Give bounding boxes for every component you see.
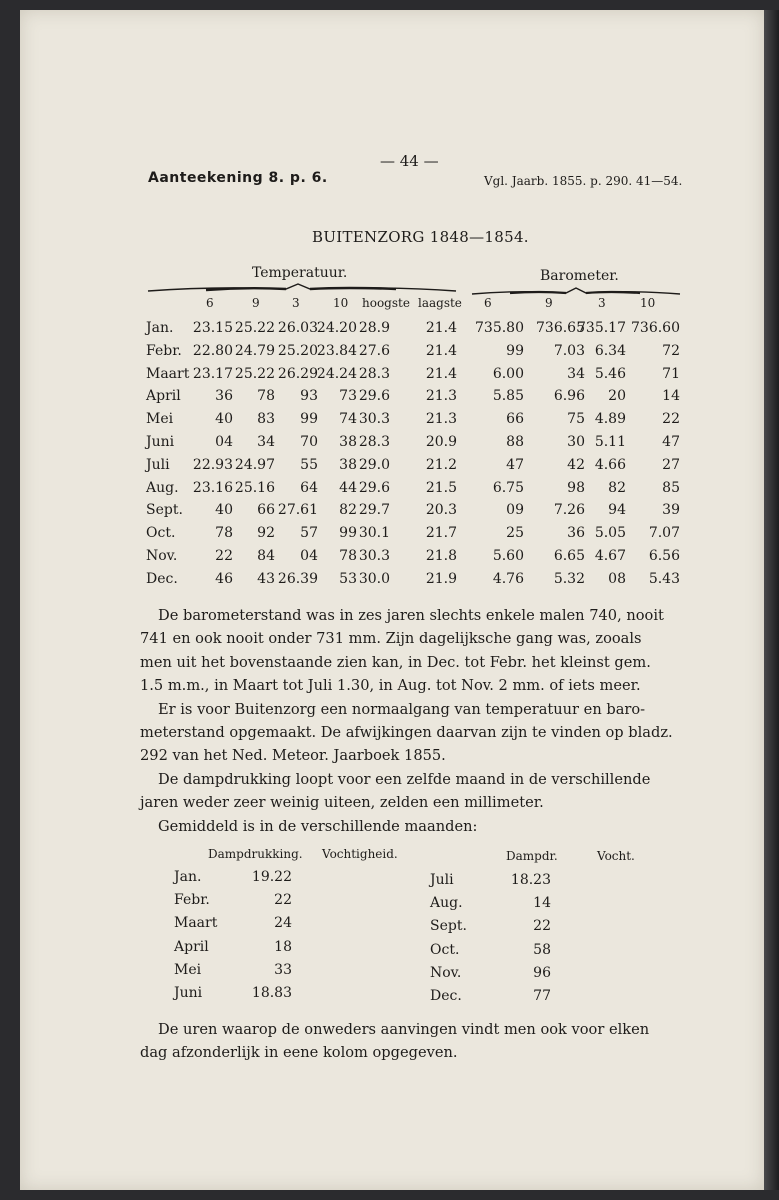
table-cell: 4.76	[492, 570, 524, 587]
value-cell: 18.23	[510, 872, 551, 888]
table-cell: 82	[608, 479, 626, 496]
table-cell: 30.0	[358, 570, 390, 587]
table-cell: 99	[300, 411, 318, 428]
table-cell: 6.65	[553, 548, 585, 564]
month-label: Nov.	[146, 548, 178, 564]
table-cell: 08	[608, 570, 626, 587]
table-cell: 25.16	[234, 479, 275, 496]
header-vocht: Vocht.	[597, 849, 635, 863]
table-cell: 29.6	[358, 479, 390, 496]
table-cell: 27.6	[358, 342, 390, 359]
table-cell: 736.60	[631, 320, 680, 336]
paragraph-thunderstorms	[140, 1018, 676, 1065]
table-cell: 4.66	[594, 456, 626, 473]
text-line: 741 en ook nooit onder 731 mm. Zijn dagelijksche gang was, zooals	[140, 630, 642, 648]
table-cell: 21.7	[425, 525, 457, 542]
value-cell: 96	[533, 964, 551, 981]
value-cell: 18.83	[251, 985, 292, 1001]
header-dampdrukking: Dampdrukking.	[208, 847, 303, 861]
table-cell: 43	[257, 570, 275, 587]
temperature-group-label: Temperatuur.	[252, 265, 348, 281]
table-cell: 30.1	[358, 525, 390, 542]
month-label: April	[146, 388, 181, 405]
text-line: meterstand opgemaakt. De afwijkingen daarvan zijn te vinden op bladz.	[140, 724, 673, 742]
table-cell: 83	[257, 411, 275, 428]
col-header: 10	[640, 296, 656, 310]
table-cell: 36	[567, 525, 585, 542]
table-cell: 66	[506, 411, 524, 428]
table-cell: 6.56	[648, 548, 680, 564]
month-label: Oct.	[146, 525, 176, 542]
table-cell: 21.4	[425, 365, 457, 382]
table-cell: 70	[300, 434, 318, 450]
table-cell: 46	[215, 570, 233, 587]
text-line: 292 van het Ned. Meteor. Jaarboek 1855.	[140, 747, 446, 765]
table-cell: 22.93	[192, 456, 233, 473]
table-cell: 27.61	[277, 502, 318, 519]
table-cell: 22	[215, 548, 233, 564]
table-cell: 88	[506, 434, 524, 450]
table-cell: 40	[215, 411, 233, 428]
text-line: De barometerstand was in zes jaren slechts enkele malen 740, nooit	[158, 607, 664, 624]
table-cell: 5.32	[553, 570, 585, 587]
table-cell: 85	[662, 479, 680, 496]
col-header: 3	[598, 296, 606, 310]
month-label: Jan.	[146, 320, 174, 336]
month-label: Aug.	[146, 479, 179, 496]
month-label: Mei	[146, 411, 174, 428]
table-cell: 36	[215, 388, 233, 405]
value-cell: 33	[274, 961, 292, 978]
month-label: Mei	[174, 961, 202, 978]
table-cell: 4.89	[594, 411, 626, 428]
table-cell: 73	[339, 388, 357, 405]
table-cell: 24.79	[234, 342, 275, 359]
value-cell: 22	[533, 918, 551, 935]
month-label: Maart	[174, 915, 218, 932]
table-cell: 94	[608, 502, 626, 519]
col-header: 6	[206, 296, 214, 310]
table-cell: 24.20	[316, 320, 357, 336]
table-cell: 6.00	[492, 365, 524, 382]
table-cell: 25.20	[277, 342, 318, 359]
value-cell: 14	[533, 895, 551, 912]
table-row	[0, 320, 779, 342]
month-label: Oct.	[430, 941, 460, 958]
table-cell: 78	[339, 548, 357, 564]
col-header: 10	[333, 296, 349, 310]
col-header: 9	[545, 296, 553, 310]
text-line: Er is voor Buitenzorg een normaalgang van temperatuur en baro-	[158, 700, 646, 718]
table-row	[0, 411, 779, 433]
table-cell: 47	[662, 434, 680, 450]
table-cell: 23.84	[316, 342, 357, 359]
month-label: Dec.	[146, 570, 178, 587]
month-label: Dec.	[430, 988, 462, 1004]
table-cell: 26.03	[277, 320, 318, 336]
table-cell: 7.26	[553, 502, 585, 519]
month-label: Sept.	[430, 918, 467, 935]
table-cell: 55	[300, 456, 318, 473]
header-vochtigheid: Vochtigheid.	[322, 847, 398, 861]
table-cell: 28.3	[358, 434, 390, 450]
table-cell: 92	[257, 525, 275, 542]
table-row	[0, 548, 779, 570]
table-cell: 21.3	[425, 388, 457, 405]
month-label: Maart	[146, 365, 190, 382]
table-cell: 53	[339, 570, 357, 587]
table-cell: 42	[567, 456, 585, 473]
col-header: hoogste	[362, 296, 410, 310]
section-title: BUITENZORG 1848—1854.	[312, 228, 529, 246]
table-cell: 25.22	[234, 365, 275, 382]
text-line: jaren weder zeer weinig uiteen, zelden een millimeter.	[140, 794, 544, 812]
table-cell: 93	[300, 388, 318, 405]
month-label: Febr.	[146, 342, 182, 359]
table-cell: 04	[300, 548, 318, 564]
table-cell: 39	[662, 502, 680, 519]
table-cell: 22.80	[192, 342, 233, 359]
table-cell: 25	[506, 525, 524, 542]
table-cell: 26.39	[277, 570, 318, 587]
col-header: 9	[252, 296, 260, 310]
table-cell: 82	[339, 502, 357, 519]
month-label: Juli	[146, 456, 170, 473]
table-cell: 5.60	[492, 548, 524, 564]
table-cell: 7.03	[553, 342, 585, 359]
table-cell: 6.34	[594, 342, 626, 359]
table-row	[0, 502, 779, 524]
table-cell: 72	[662, 342, 680, 359]
table-cell: 78	[257, 388, 275, 405]
table-cell: 23.15	[192, 320, 233, 336]
table-cell: 09	[506, 502, 524, 519]
table-cell: 21.5	[425, 479, 457, 496]
table-row	[0, 480, 779, 502]
table-cell: 38	[339, 456, 357, 473]
col-header: 6	[484, 296, 492, 310]
table-cell: 20.9	[425, 434, 457, 450]
barometer-group-label: Barometer.	[540, 268, 619, 284]
month-label: Sept.	[146, 502, 183, 519]
text-line: 1.5 m.m., in Maart tot Juli 1.30, in Aug. tot Nov. 2 mm. of iets meer.	[140, 677, 641, 695]
text-line: De uren waarop de onweders aanvingen vindt men ook voor elken	[158, 1021, 650, 1038]
table-cell: 26.29	[277, 365, 318, 382]
value-cell: 77	[533, 988, 551, 1004]
table-cell: 6.75	[492, 479, 524, 496]
table-cell: 21.2	[425, 456, 457, 473]
table-cell: 21.9	[425, 570, 457, 587]
table-cell: 5.05	[594, 525, 626, 542]
table-cell: 98	[567, 479, 585, 496]
text-line: men uit het bovenstaande zien kan, in Dec. tot Febr. het kleinst gem.	[140, 653, 651, 671]
table-row	[0, 525, 779, 547]
table-cell: 25.22	[234, 320, 275, 336]
table-cell: 30.3	[358, 411, 390, 428]
table-cell: 34	[567, 365, 585, 382]
table-cell: 24.97	[234, 456, 275, 473]
table-cell: 99	[506, 342, 524, 359]
page-edge	[764, 10, 779, 1190]
table-cell: 7.07	[648, 525, 680, 542]
table-cell: 5.11	[594, 434, 626, 450]
table-cell: 30	[567, 434, 585, 450]
value-cell: 58	[533, 941, 551, 958]
month-label: Nov.	[430, 964, 462, 981]
table-cell: 74	[339, 411, 357, 428]
table-cell: 5.43	[648, 570, 680, 587]
table-cell: 22	[662, 411, 680, 428]
month-label: Juni	[146, 434, 175, 450]
col-header: 3	[292, 296, 300, 310]
header-dampdr: Dampdr.	[506, 849, 558, 863]
table-cell: 21.4	[425, 342, 457, 359]
table-cell: 4.67	[594, 548, 626, 564]
paragraph-barometer	[140, 604, 676, 838]
value-cell: 18	[274, 938, 292, 955]
table-row	[0, 343, 779, 365]
text-line: Gemiddeld is in de verschillende maanden:	[158, 817, 478, 835]
table-cell: 6.96	[553, 388, 585, 405]
month-label: Jan.	[174, 869, 202, 885]
table-cell: 21.8	[425, 548, 457, 564]
month-label: Juli	[430, 872, 454, 888]
text-line: dag afzonderlijk in eene kolom opgegeven.	[140, 1044, 458, 1062]
table-cell: 735.80	[475, 320, 524, 336]
month-label: Juni	[174, 985, 203, 1001]
table-row	[0, 457, 779, 479]
table-cell: 75	[567, 411, 585, 428]
table-cell: 21.4	[425, 320, 457, 336]
temperature-brace	[146, 283, 458, 297]
table-cell: 66	[257, 502, 275, 519]
table-cell: 57	[300, 525, 318, 542]
table-cell: 21.3	[425, 411, 457, 428]
table-cell: 47	[506, 456, 524, 473]
yearbook-reference: Vgl. Jaarb. 1855. p. 290. 41—54.	[484, 174, 683, 188]
month-label: April	[174, 938, 209, 955]
month-label: Aug.	[430, 895, 463, 912]
table-cell: 14	[662, 388, 680, 405]
table-row	[0, 366, 779, 388]
table-cell: 34	[257, 434, 275, 450]
table-cell: 29.7	[358, 502, 390, 519]
table-cell: 27	[662, 456, 680, 473]
month-label: Febr.	[174, 892, 210, 909]
table-cell: 736.65	[536, 320, 585, 336]
table-cell: 28.3	[358, 365, 390, 382]
table-cell: 20	[608, 388, 626, 405]
value-cell: 24	[274, 915, 292, 932]
table-cell: 20.3	[425, 502, 457, 519]
table-cell: 38	[339, 434, 357, 450]
table-cell: 5.46	[594, 365, 626, 382]
table-cell: 23.16	[192, 479, 233, 496]
table-row	[0, 571, 779, 593]
col-header: laagste	[418, 296, 462, 310]
table-cell: 99	[339, 525, 357, 542]
table-row	[0, 388, 779, 410]
table-cell: 29.0	[358, 456, 390, 473]
table-cell: 44	[339, 479, 357, 496]
table-cell: 5.85	[492, 388, 524, 405]
text-line: De dampdrukking loopt voor een zelfde maand in de verschillende	[158, 770, 651, 788]
table-row	[0, 434, 779, 456]
table-cell: 78	[215, 525, 233, 542]
table-cell: 84	[257, 548, 275, 564]
page-number: — 44 —	[380, 152, 439, 170]
value-cell: 22	[274, 892, 292, 909]
table-cell: 735.17	[577, 320, 626, 336]
table-cell: 40	[215, 502, 233, 519]
value-cell: 19.22	[251, 869, 292, 885]
table-cell: 23.17	[192, 365, 233, 382]
table-cell: 04	[215, 434, 233, 450]
table-cell: 24.24	[316, 365, 357, 382]
table-cell: 71	[662, 365, 680, 382]
table-cell: 30.3	[358, 548, 390, 564]
table-cell: 29.6	[358, 388, 390, 405]
annotation-heading: Aanteekening 8. p. 6.	[148, 170, 328, 186]
table-cell: 64	[300, 479, 318, 496]
table-cell: 28.9	[358, 320, 390, 336]
